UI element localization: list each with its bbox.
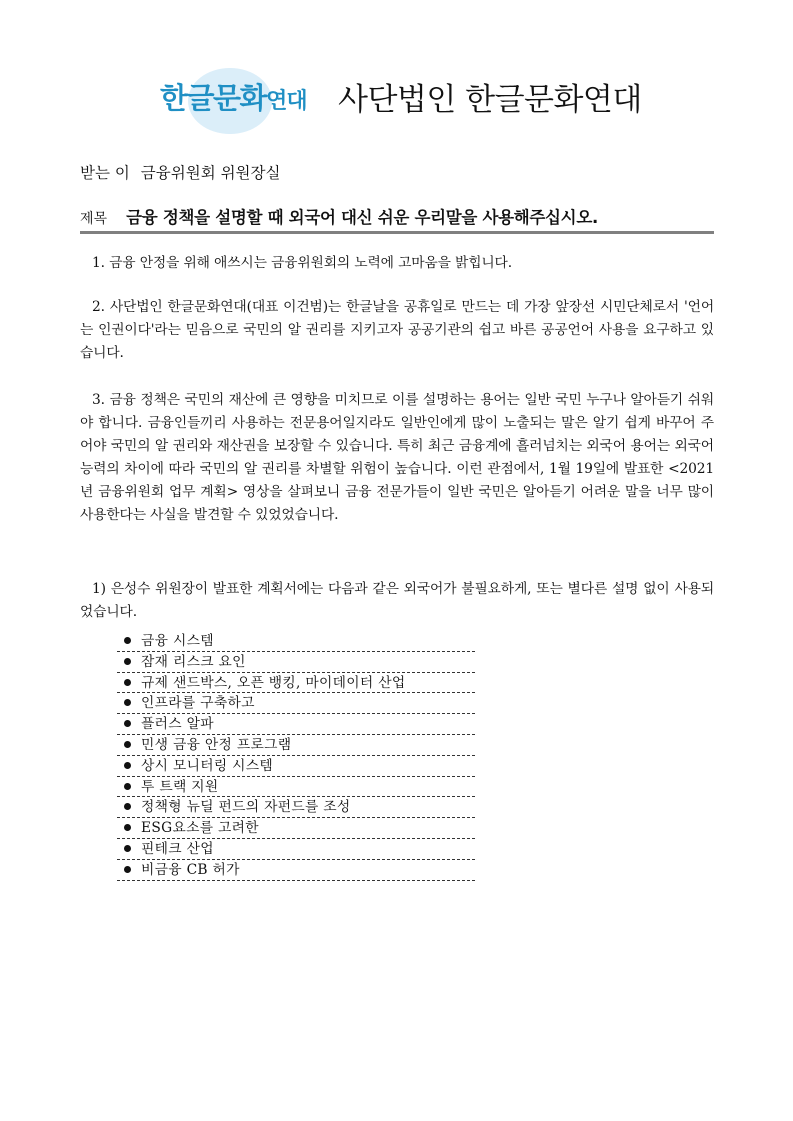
list-item <box>117 797 475 818</box>
bullet-icon <box>124 699 131 706</box>
bullet-icon <box>124 783 131 790</box>
list-item <box>117 714 475 735</box>
list-item <box>117 735 475 756</box>
paragraph-2: 2. 사단법인 한글문화연대(대표 이건범)는 한글날을 공휴일로 만드는 데 가장 앞장선 시민단체로서 '언어는 인권이다'라는 믿음으로 국민의 알 권리를 지키고자 공공기관의 쉽고 바른 공공언어 사용을 요구하고 있습니다. <box>80 299 714 361</box>
bullet-icon <box>124 637 131 644</box>
recipient-label: 받는 이 <box>80 164 130 182</box>
bullet-icon <box>124 720 131 727</box>
term-text: 금융 시스템 <box>141 633 214 649</box>
subject-label: 제목 <box>80 211 108 227</box>
bullet-icon <box>124 658 131 665</box>
list-item <box>117 860 475 881</box>
term-text: 투 트랙 지원 <box>141 778 219 795</box>
term-text: 상시 모니터링 시스템 <box>141 757 274 774</box>
recipient-line <box>80 161 280 183</box>
term-text: 비금융 CB 허가 <box>141 861 240 878</box>
organization-logo <box>160 62 320 132</box>
organization-title: 사단법인 한글문화연대 <box>338 82 642 118</box>
bullet-icon <box>124 803 131 810</box>
bullet-icon <box>124 762 131 769</box>
subject-divider <box>80 231 714 234</box>
term-text: 플러스 알파 <box>141 716 214 733</box>
paragraph-4: 1) 은성수 위원장이 발표한 계획서에는 다음과 같은 외국어가 불필요하게, 또는 별다른 설명 없이 사용되었습니다. <box>80 581 714 620</box>
bullet-icon <box>124 866 131 873</box>
list-item <box>117 777 475 798</box>
term-text: ESG요소를 고려한 <box>141 820 259 837</box>
bullet-icon <box>124 741 131 748</box>
subject-line <box>80 204 598 228</box>
logo-text <box>160 76 307 117</box>
list-item <box>117 693 475 714</box>
foreign-term-list <box>117 631 475 881</box>
list-item <box>117 652 475 673</box>
bullet-icon <box>124 679 131 686</box>
paragraph-1: 1. 금융 안정을 위해 애쓰시는 금융위원회의 노력에 고마움을 밝힙니다. <box>92 255 512 271</box>
list-item <box>117 631 475 652</box>
list-item <box>117 839 475 860</box>
logo-text-main: 한글문화 <box>160 81 267 115</box>
term-text: 핀테크 산업 <box>141 840 214 857</box>
bullet-icon <box>124 845 131 852</box>
logo-text-small: 연대 <box>266 89 307 114</box>
term-text: 민생 금융 안정 프로그램 <box>141 736 292 753</box>
bullet-icon <box>124 824 131 831</box>
term-text: 잠재 리스크 요인 <box>141 653 246 670</box>
list-item <box>117 818 475 839</box>
list-item <box>117 673 475 694</box>
term-text: 정책형 뉴딜 펀드의 자펀드를 조성 <box>141 799 351 816</box>
paragraph-3: 3. 금융 정책은 국민의 재산에 큰 영향을 미치므로 이를 설명하는 용어는 일반 국민 누구나 알아듣기 쉬워야 합니다. 금융인들끼리 사용하는 전문용어일지라도 일반인에게 많이 노출되는 말은 알기 쉽게 바꾸어 주어야 국민의 알 권리와 재산권을 보장할 수 있습니다. 특히 최근 금융계에 흘러넘치는 외국어 용어는 외국어 능력의 차이에 따라 국민의 알 권리를 차별할 위험이 높습니다. 이런 관점에서, 1월 19일에 발표한 <2021년 금융위원회 업무 계획> 영상을 살펴보니 금융 전문가들이 일반 국민은 알아듣기 어려운 말을 너무 많이 사용한다는 사실을 발견할 수 있었었습니다. <box>80 392 714 523</box>
recipient-value: 금융위원회 위원장실 <box>140 164 281 182</box>
subject-text: 금융 정책을 설명할 때 외국어 대신 쉬운 우리말을 사용해주십시오. <box>126 208 598 227</box>
term-text: 인프라를 구축하고 <box>141 695 255 712</box>
term-text: 규제 샌드박스, 오픈 뱅킹, 마이데이터 산업 <box>141 674 406 691</box>
list-item <box>117 756 475 777</box>
